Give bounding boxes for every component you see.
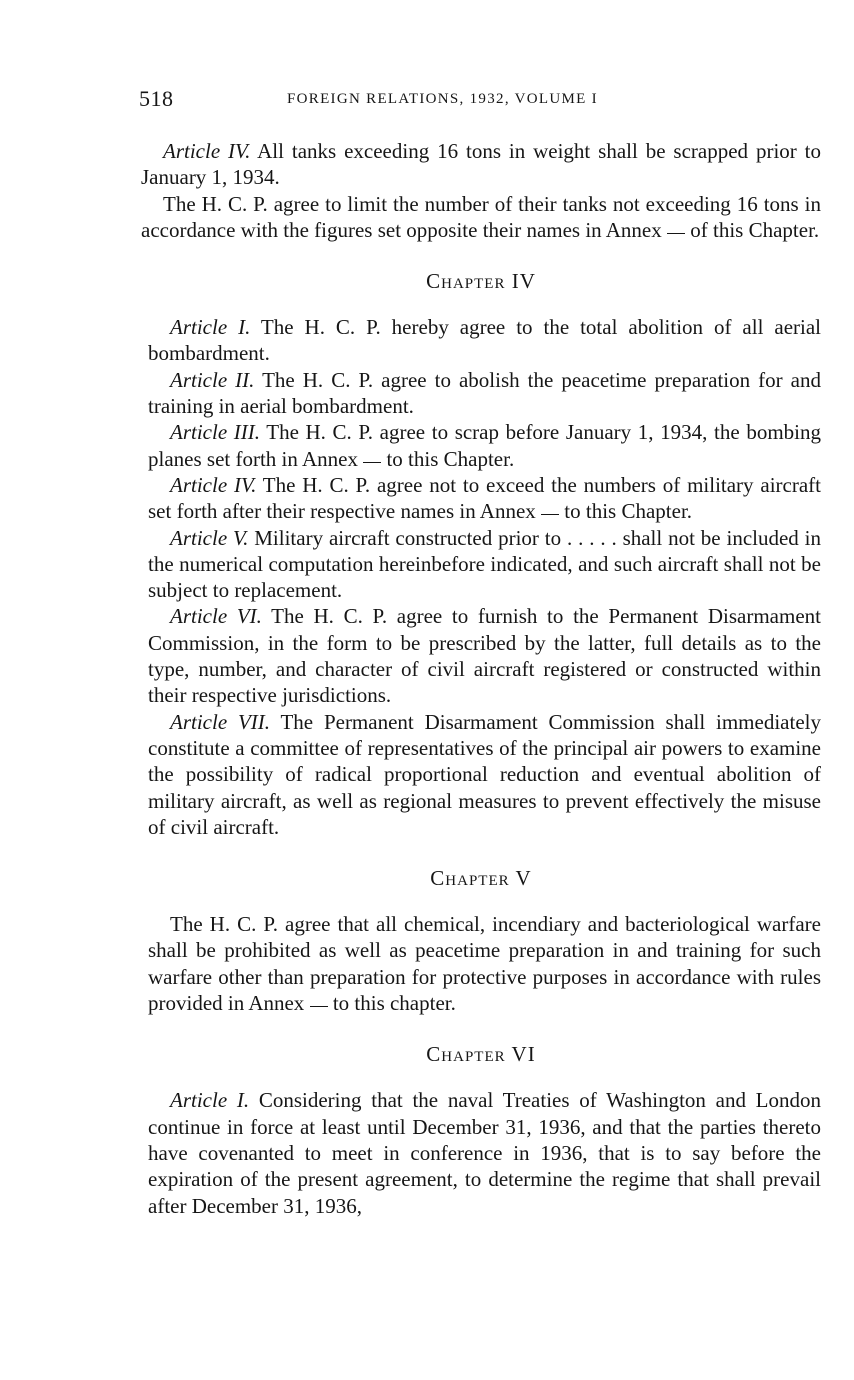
- article-label: Article I.: [170, 315, 251, 340]
- paragraph-text: Military aircraft constructed prior to . . . . . shall not be included in the numerical computation hereinbefore indicated, and such aircraft shall not be subject to replacement.: [148, 525, 821, 603]
- chapter-iv-body: [148, 314, 821, 840]
- paragraph-text: Considering that the naval Treaties of Washington and London continue in force at least until December 31, 1936, and that the parties thereto have covenanted to meet in conference in 1936, that is to say before the expiration of the present agreement, to determine the regime that shall prevail after December 31, 1936,: [148, 1088, 822, 1218]
- document-page: [141, 86, 821, 1219]
- paragraph-text: The H. C. P. agree not to exceed the numbers of military aircraft set forth after their respective names in Annex: [148, 472, 821, 524]
- annex-blank: [541, 514, 559, 515]
- chapter-number: VI: [511, 1042, 536, 1067]
- paragraph-text: The H. C. P. hereby agree to the total abolition of all aerial bombardment.: [148, 315, 822, 366]
- paragraph-tank-limits: [141, 191, 821, 244]
- article-paragraph: [148, 314, 821, 367]
- chapter-word: Chapter: [430, 866, 510, 891]
- page-number: 518: [139, 86, 174, 111]
- chapter-heading: [141, 866, 821, 891]
- annex-blank: [667, 233, 685, 234]
- article-paragraph: [148, 367, 821, 420]
- paragraph-text: to this Chapter.: [381, 446, 515, 471]
- article-paragraph: [148, 709, 821, 840]
- chapter-number: IV: [511, 269, 536, 294]
- annex-blank: [310, 1006, 328, 1007]
- annex-blank: [363, 462, 381, 463]
- article-paragraph: [148, 525, 821, 604]
- paragraph-chemical-warfare: [148, 911, 821, 1016]
- chapter-v-body: [148, 911, 821, 1016]
- paragraph-text: The H. C. P. agree to furnish to the Permanent Disarmament Commission, in the form to be prescribed by the latter, full details as to the type, number, and character of civil aircraft registered or constructed within their respective jurisdictions.: [148, 604, 821, 708]
- article-paragraph: [148, 472, 821, 525]
- paragraph-text: The H. C. P. agree to limit the number of their tanks not exceeding 16 tons in accordance with the figures set opposite their names in Annex: [141, 191, 821, 242]
- chapter-number: V: [515, 866, 532, 891]
- article-label: Article I.: [170, 1088, 250, 1113]
- article-label: Article IV.: [163, 139, 251, 163]
- paragraph-text: The H. C. P. agree that all chemical, incendiary and bacteriological warfare shall be prohibited as well as peacetime preparation in and training for such warfare other than preparation for protective purposes in accordance with rules provided in Annex: [148, 912, 821, 1016]
- article-label: Article IV.: [170, 472, 257, 497]
- paragraph-text: The H. C. P. agree to abolish the peacetime preparation for and training in aerial bombardment.: [148, 367, 821, 419]
- article-label: Article VI.: [170, 604, 262, 629]
- article-label: Article V.: [170, 525, 249, 550]
- article-label: Article VII.: [170, 709, 271, 734]
- paragraph-text: The Permanent Disarmament Commission shall immediately constitute a committee of representatives of the principal air powers to examine the possibility of radical proportional reduction and eventual abolition of military aircraft, as well as regional measures to prevent effectively the misuse of civil aircraft.: [148, 709, 821, 839]
- article-paragraph: [148, 419, 821, 472]
- paragraph-text: The H. C. P. agree to scrap before January 1, 1934, the bombing planes set forth in Annex: [148, 420, 821, 471]
- chapter-word: Chapter: [426, 269, 506, 294]
- paragraph-text: to this Chapter.: [559, 499, 693, 524]
- chapter-heading: [141, 1042, 821, 1067]
- running-title: FOREIGN RELATIONS, 1932, VOLUME I: [287, 91, 598, 107]
- article-paragraph: [148, 603, 821, 708]
- article-label: Article II.: [170, 367, 255, 392]
- running-head: [141, 86, 821, 118]
- paragraph-article-iv-tanks: [141, 138, 821, 191]
- chapter-vi-body: [148, 1087, 821, 1218]
- paragraph-text: of this Chapter.: [685, 217, 820, 242]
- paragraph-text: to this chapter.: [327, 991, 456, 1016]
- article-paragraph: [148, 1087, 821, 1218]
- chapter-word: Chapter: [426, 1042, 506, 1067]
- article-label: Article III.: [170, 420, 260, 445]
- paragraph-text: All tanks exceeding 16 tons in weight shall be scrapped prior to January 1, 1934.: [141, 139, 821, 190]
- chapter-heading: [141, 269, 821, 294]
